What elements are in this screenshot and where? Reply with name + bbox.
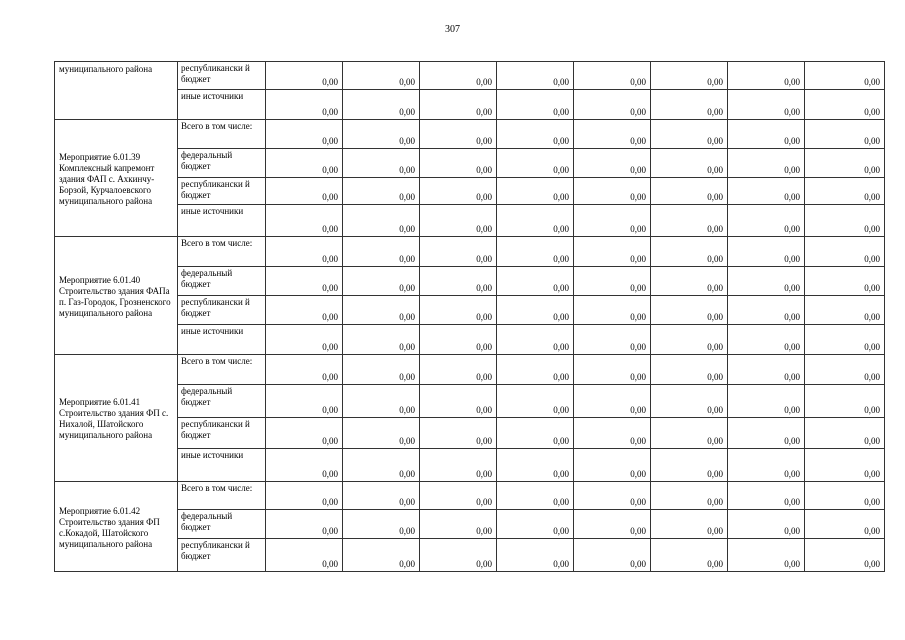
value-cell: 0,00: [497, 178, 574, 205]
value-cell: 0,00: [728, 418, 805, 449]
value-cell: 0,00: [574, 539, 651, 572]
value-cell: 0,00: [266, 205, 343, 237]
value-cell: 0,00: [805, 449, 885, 482]
table-row: [55, 385, 885, 418]
budget-table: [54, 61, 885, 572]
funding-source-cell: республикански й бюджет: [178, 296, 266, 325]
value-cell: 0,00: [343, 539, 420, 572]
value-cell: 0,00: [574, 90, 651, 120]
table-row: [55, 539, 885, 572]
value-cell: 0,00: [728, 385, 805, 418]
value-cell: 0,00: [420, 539, 497, 572]
value-cell: 0,00: [497, 237, 574, 267]
value-cell: 0,00: [343, 178, 420, 205]
value-cell: 0,00: [497, 418, 574, 449]
value-cell: 0,00: [805, 178, 885, 205]
value-cell: 0,00: [266, 120, 343, 149]
table-row: [55, 449, 885, 482]
value-cell: 0,00: [805, 510, 885, 539]
value-cell: 0,00: [343, 325, 420, 355]
value-cell: 0,00: [420, 90, 497, 120]
value-cell: 0,00: [574, 178, 651, 205]
value-cell: 0,00: [343, 449, 420, 482]
value-cell: 0,00: [574, 237, 651, 267]
value-cell: 0,00: [266, 178, 343, 205]
value-cell: 0,00: [343, 355, 420, 385]
table-row: [55, 482, 885, 510]
value-cell: 0,00: [805, 539, 885, 572]
value-cell: 0,00: [574, 205, 651, 237]
value-cell: 0,00: [574, 62, 651, 90]
value-cell: 0,00: [651, 205, 728, 237]
value-cell: 0,00: [343, 267, 420, 296]
value-cell: 0,00: [420, 325, 497, 355]
value-cell: 0,00: [266, 296, 343, 325]
value-cell: 0,00: [420, 355, 497, 385]
value-cell: 0,00: [420, 296, 497, 325]
funding-source-cell: республикански й бюджет: [178, 539, 266, 572]
value-cell: 0,00: [574, 120, 651, 149]
value-cell: 0,00: [497, 539, 574, 572]
value-cell: 0,00: [805, 267, 885, 296]
event-name-cell: Мероприятие 6.01.41 Строительство здания ФП с. Нихалой, Шатойского муниципального района: [55, 355, 178, 482]
table-row: [55, 237, 885, 267]
value-cell: 0,00: [497, 482, 574, 510]
value-cell: 0,00: [266, 418, 343, 449]
value-cell: 0,00: [805, 418, 885, 449]
value-cell: 0,00: [651, 178, 728, 205]
value-cell: 0,00: [420, 62, 497, 90]
funding-source-cell: иные источники: [178, 325, 266, 355]
value-cell: 0,00: [420, 267, 497, 296]
value-cell: 0,00: [497, 62, 574, 90]
value-cell: 0,00: [728, 120, 805, 149]
value-cell: 0,00: [728, 237, 805, 267]
value-cell: 0,00: [266, 449, 343, 482]
value-cell: 0,00: [651, 355, 728, 385]
value-cell: 0,00: [266, 325, 343, 355]
value-cell: 0,00: [343, 296, 420, 325]
value-cell: 0,00: [343, 120, 420, 149]
value-cell: 0,00: [805, 355, 885, 385]
funding-source-cell: иные источники: [178, 205, 266, 237]
table-row: [55, 267, 885, 296]
value-cell: 0,00: [805, 237, 885, 267]
value-cell: 0,00: [651, 267, 728, 296]
value-cell: 0,00: [805, 62, 885, 90]
value-cell: 0,00: [420, 482, 497, 510]
value-cell: 0,00: [651, 449, 728, 482]
value-cell: 0,00: [266, 539, 343, 572]
value-cell: 0,00: [343, 385, 420, 418]
value-cell: 0,00: [728, 539, 805, 572]
value-cell: 0,00: [728, 62, 805, 90]
value-cell: 0,00: [497, 267, 574, 296]
table-row: [55, 120, 885, 149]
value-cell: 0,00: [497, 510, 574, 539]
table-row: [55, 62, 885, 90]
page-number: 307: [445, 24, 460, 35]
event-name-cell: муниципального района: [55, 62, 178, 120]
value-cell: 0,00: [574, 418, 651, 449]
value-cell: 0,00: [266, 482, 343, 510]
value-cell: 0,00: [343, 62, 420, 90]
value-cell: 0,00: [266, 149, 343, 178]
value-cell: 0,00: [728, 90, 805, 120]
value-cell: 0,00: [497, 385, 574, 418]
table-row: [55, 205, 885, 237]
funding-source-cell: республикански й бюджет: [178, 178, 266, 205]
value-cell: 0,00: [497, 325, 574, 355]
value-cell: 0,00: [574, 325, 651, 355]
value-cell: 0,00: [574, 355, 651, 385]
value-cell: 0,00: [651, 237, 728, 267]
funding-source-cell: иные источники: [178, 90, 266, 120]
funding-source-cell: федеральный бюджет: [178, 267, 266, 296]
value-cell: 0,00: [420, 205, 497, 237]
value-cell: 0,00: [651, 90, 728, 120]
funding-source-cell: федеральный бюджет: [178, 385, 266, 418]
value-cell: 0,00: [574, 449, 651, 482]
value-cell: 0,00: [574, 296, 651, 325]
value-cell: 0,00: [728, 325, 805, 355]
table-row: [55, 149, 885, 178]
table-row: [55, 325, 885, 355]
funding-source-cell: республикански й бюджет: [178, 62, 266, 90]
funding-source-cell: федеральный бюджет: [178, 510, 266, 539]
value-cell: 0,00: [651, 418, 728, 449]
value-cell: 0,00: [266, 90, 343, 120]
value-cell: 0,00: [651, 385, 728, 418]
value-cell: 0,00: [266, 237, 343, 267]
value-cell: 0,00: [574, 482, 651, 510]
funding-source-cell: Всего в том числе:: [178, 482, 266, 510]
funding-source-cell: республикански й бюджет: [178, 418, 266, 449]
table-row: [55, 510, 885, 539]
value-cell: 0,00: [420, 510, 497, 539]
value-cell: 0,00: [343, 205, 420, 237]
funding-source-cell: Всего в том числе:: [178, 355, 266, 385]
value-cell: 0,00: [266, 510, 343, 539]
value-cell: 0,00: [728, 205, 805, 237]
event-name-cell: Мероприятие 6.01.42 Строительство здания ФП с.Кокадой, Шатойского муниципального района: [55, 482, 178, 572]
value-cell: 0,00: [343, 482, 420, 510]
funding-source-cell: Всего в том числе:: [178, 237, 266, 267]
value-cell: 0,00: [805, 325, 885, 355]
value-cell: 0,00: [651, 62, 728, 90]
table-row: [55, 296, 885, 325]
value-cell: 0,00: [651, 120, 728, 149]
funding-source-cell: иные источники: [178, 449, 266, 482]
value-cell: 0,00: [574, 149, 651, 178]
value-cell: 0,00: [728, 449, 805, 482]
value-cell: 0,00: [497, 205, 574, 237]
value-cell: 0,00: [805, 296, 885, 325]
value-cell: 0,00: [728, 510, 805, 539]
table-row: [55, 418, 885, 449]
value-cell: 0,00: [805, 120, 885, 149]
value-cell: 0,00: [420, 449, 497, 482]
value-cell: 0,00: [497, 120, 574, 149]
value-cell: 0,00: [574, 267, 651, 296]
funding-source-cell: федеральный бюджет: [178, 149, 266, 178]
value-cell: 0,00: [420, 178, 497, 205]
value-cell: 0,00: [728, 482, 805, 510]
value-cell: 0,00: [805, 385, 885, 418]
value-cell: 0,00: [651, 149, 728, 178]
value-cell: 0,00: [497, 296, 574, 325]
value-cell: 0,00: [497, 149, 574, 178]
budget-table-body: [55, 62, 885, 572]
value-cell: 0,00: [343, 237, 420, 267]
event-name-cell: Мероприятие 6.01.40 Строительство здания ФАПа п. Газ-Городок, Грозненского муниципального района: [55, 237, 178, 355]
value-cell: 0,00: [728, 355, 805, 385]
value-cell: 0,00: [728, 178, 805, 205]
value-cell: 0,00: [266, 355, 343, 385]
event-name-cell: Мероприятие 6.01.39 Комплексный капремонт здания ФАП с. Ахкинчу-Борзой, Курчалоевского муниципального района: [55, 120, 178, 237]
value-cell: 0,00: [728, 267, 805, 296]
value-cell: 0,00: [266, 62, 343, 90]
value-cell: 0,00: [266, 267, 343, 296]
value-cell: 0,00: [497, 90, 574, 120]
value-cell: 0,00: [420, 149, 497, 178]
value-cell: 0,00: [343, 90, 420, 120]
value-cell: 0,00: [728, 149, 805, 178]
value-cell: 0,00: [805, 482, 885, 510]
value-cell: 0,00: [651, 296, 728, 325]
value-cell: 0,00: [805, 149, 885, 178]
value-cell: 0,00: [343, 418, 420, 449]
value-cell: 0,00: [420, 237, 497, 267]
value-cell: 0,00: [651, 539, 728, 572]
value-cell: 0,00: [805, 90, 885, 120]
value-cell: 0,00: [343, 510, 420, 539]
value-cell: 0,00: [574, 510, 651, 539]
value-cell: 0,00: [728, 296, 805, 325]
table-row: [55, 178, 885, 205]
value-cell: 0,00: [574, 385, 651, 418]
value-cell: 0,00: [805, 205, 885, 237]
value-cell: 0,00: [651, 325, 728, 355]
value-cell: 0,00: [497, 355, 574, 385]
table-row: [55, 355, 885, 385]
value-cell: 0,00: [497, 449, 574, 482]
funding-source-cell: Всего в том числе:: [178, 120, 266, 149]
value-cell: 0,00: [651, 510, 728, 539]
value-cell: 0,00: [651, 482, 728, 510]
value-cell: 0,00: [420, 120, 497, 149]
value-cell: 0,00: [343, 149, 420, 178]
value-cell: 0,00: [420, 385, 497, 418]
value-cell: 0,00: [420, 418, 497, 449]
table-row: [55, 90, 885, 120]
value-cell: 0,00: [266, 385, 343, 418]
